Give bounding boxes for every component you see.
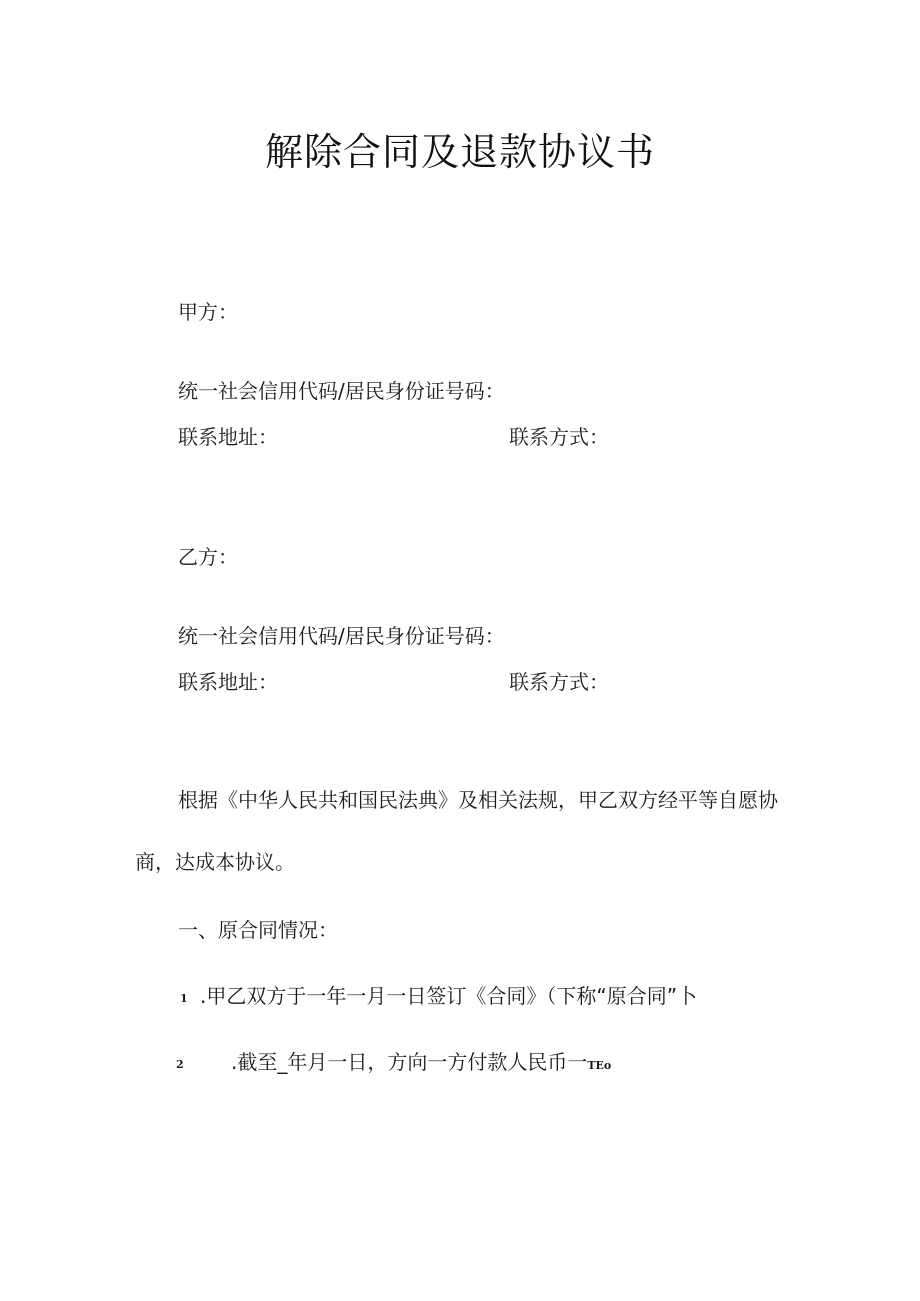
party-a-label: 甲方： xyxy=(178,300,238,324)
party-b-id-label: 统一社会信用代码/居民身份证号码： xyxy=(178,624,505,648)
item-2-main-text: .截至_年月一日，方向一方付款人民币一 xyxy=(231,1050,588,1074)
party-a-id-label: 统一社会信用代码/居民身份证号码： xyxy=(178,379,505,403)
document-title: 解除合同及退款协议书 xyxy=(264,130,655,174)
party-b-address-label: 联系地址： xyxy=(178,670,278,694)
item-1-text: .甲乙双方于一年一月一日签订《合同》（下称“原合同”卜 xyxy=(200,984,698,1008)
item-2-number: 2 xyxy=(176,1058,184,1071)
item-2-text xyxy=(231,1052,611,1072)
party-b-label: 乙方： xyxy=(178,545,238,569)
party-a-contact-label: 联系方式： xyxy=(509,425,609,449)
section-1-heading: 一、原合同情况： xyxy=(178,918,338,942)
intro-line-2: 商，达成本协议。 xyxy=(135,850,295,874)
item-2-tail-text: TEo xyxy=(587,1059,612,1072)
intro-line-1: 根据《中华人民共和国民法典》及相关法规，甲乙双方经平等自愿协 xyxy=(178,788,778,812)
party-b-contact-label: 联系方式： xyxy=(509,670,609,694)
party-a-address-label: 联系地址： xyxy=(178,425,278,449)
item-1-number: 1 xyxy=(180,992,188,1005)
